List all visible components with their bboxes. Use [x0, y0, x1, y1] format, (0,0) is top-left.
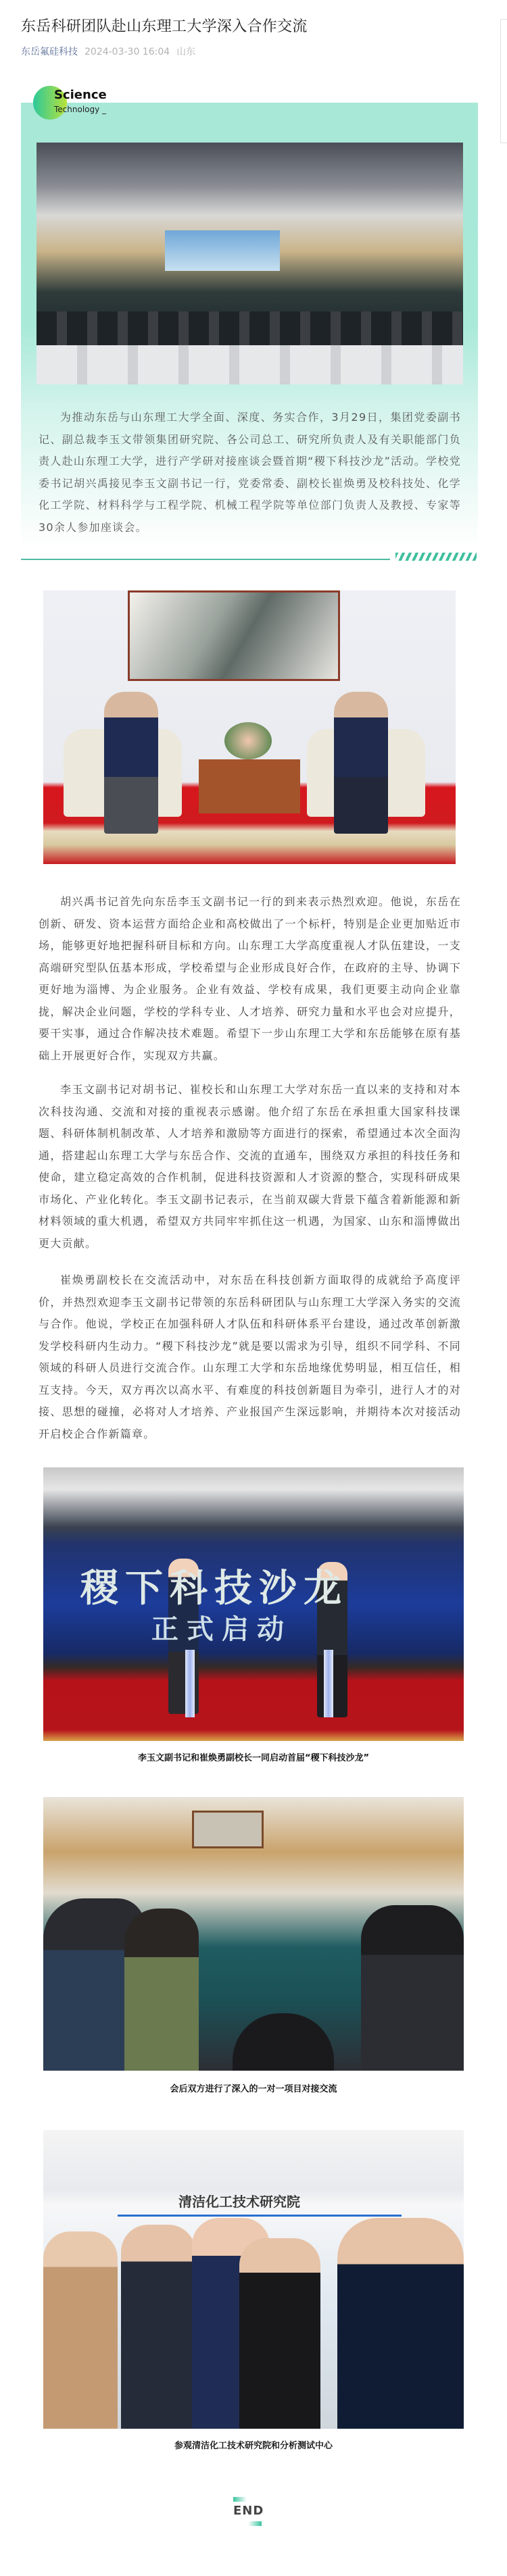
end-marker	[233, 2497, 274, 2531]
publish-datetime: 2024-03-30 16:04	[84, 47, 170, 57]
article-meta	[21, 45, 195, 58]
publish-location: 山东	[176, 47, 196, 57]
side-panel	[500, 19, 507, 143]
paragraph-thanks: 李玉文副书记对胡书记、崔校长和山东理工大学对东岳一直以来的支持和对本次科技沟通、交流和对接的重视表示感谢。他介绍了东岳在承担重大国家科技课题、科研体制机制改革、人才培养和激励等方面进行的探索，希望通过本次全面沟通，搭建起山东理工大学与东岳合作、交流的直通车，围绕双方承担的科技任务和使命，建立稳定高效的合作机制，促进科技资源和人才资源的整合，实现科研成果市场化、产业化转化。李玉文副书记表示，在当前双碳大背景下蕴含着新能源和新材料领域的重大机遇，希望双方共同牢牢抓住这一机遇，为国家、山东和淄博做出更大贡献。	[39, 1083, 461, 1250]
photo-institute-visit	[43, 2130, 464, 2429]
badge-technology-text: Technology _	[54, 105, 107, 114]
photo-launch-ceremony	[43, 1467, 464, 1741]
caption-launch: 李玉文副书记和崔焕勇副校长一同启动首届“稷下科技沙龙”	[137, 1753, 370, 1763]
end-bar-bottom-icon	[248, 2521, 262, 2526]
caption-exchange: 会后双方进行了深入的一对一项目对接交流	[170, 2084, 337, 2094]
caption-visit: 参观清洁化工技术研究院和分析测试中心	[174, 2441, 333, 2451]
account-name-link[interactable]: 东岳氟硅科技	[21, 47, 78, 57]
section-divider	[21, 559, 390, 560]
article-title: 东岳科研团队赴山东理工大学深入合作交流	[21, 18, 308, 35]
stripes-decoration-icon	[395, 553, 477, 561]
end-bar-top-icon	[233, 2497, 247, 2502]
paragraph-intro: 为推动东岳与山东理工大学全面、深度、务实合作，3月29日，集团党委副书记、副总裁李玉文带领集团研究院、各公司总工、研究所负责人及有关职能部门负责人赴山东理工大学，进行产学研对接座谈会暨首期“稷下科技沙龙”活动。学校党委书记胡兴禹接见李玉文副书记一行，党委常委、副校长崔焕勇及校科技处、化学化工学院、材料科学与工程学院、机械工程学院等单位部门负责人及教授、专家等30余人参加座谈会。	[39, 411, 461, 534]
photo-meeting-room	[37, 143, 463, 384]
paragraph-welcome: 胡兴禹书记首先向东岳李玉文副书记一行的到来表示热烈欢迎。他说，东岳在创新、研发、资本运营方面给企业和高校做出了一个标杆，特别是企业更加贴近市场，能够更好地把握科研目标和方向。山东理工大学高度重视人才队伍建设，一支高端研究型队伍基本形成，学校希望与企业形成良好合作，在政府的主导、协调下更好地为淄博、为企业服务。企业有效益、学校有成果，我们更要主动向企业靠拢，解决企业问题，学校的学科专业、人才培养、研究力量和水平也会对应提升，要干实事，通过合作解决技术难题。希望下一步山东理工大学和东岳能够在原有基础上开展更好合作，实现双方共赢。	[39, 895, 461, 1062]
photo-sofa-meeting	[43, 590, 456, 864]
photo-project-exchange	[43, 1797, 464, 2071]
screen-text-launch: 正式启动	[151, 1613, 292, 1645]
paragraph-evaluation: 崔焕勇副校长在交流活动中，对东岳在科技创新方面取得的成就给予高度评价，并热烈欢迎李玉文副书记带领的东岳科研团队与山东理工大学深入务实的交流与合作。他说，学校正在加强科研人才队伍和科研体系平台建设，通过改革创新激发学校科研内生动力。“稷下科技沙龙”就是要以需求为引导，组织不同学科、不同领域的科研人员进行交流合作。山东理工大学和东岳地缘优势明显，相互信任，相互支持。今天，双方再次以高水平、有难度的科技创新题目为牵引，进行人才的对接、思想的碰撞，必将对人才培养、产业报国产生深远影响，并期待本次对接活动开启校企合作新篇章。	[39, 1273, 461, 1440]
badge-science-text: Science	[54, 88, 107, 102]
end-label: END	[233, 2504, 264, 2518]
screen-text-salon: 稷下科技沙龙	[80, 1566, 348, 1611]
institute-sign-text: 清洁化工技术研究院	[178, 2194, 300, 2210]
